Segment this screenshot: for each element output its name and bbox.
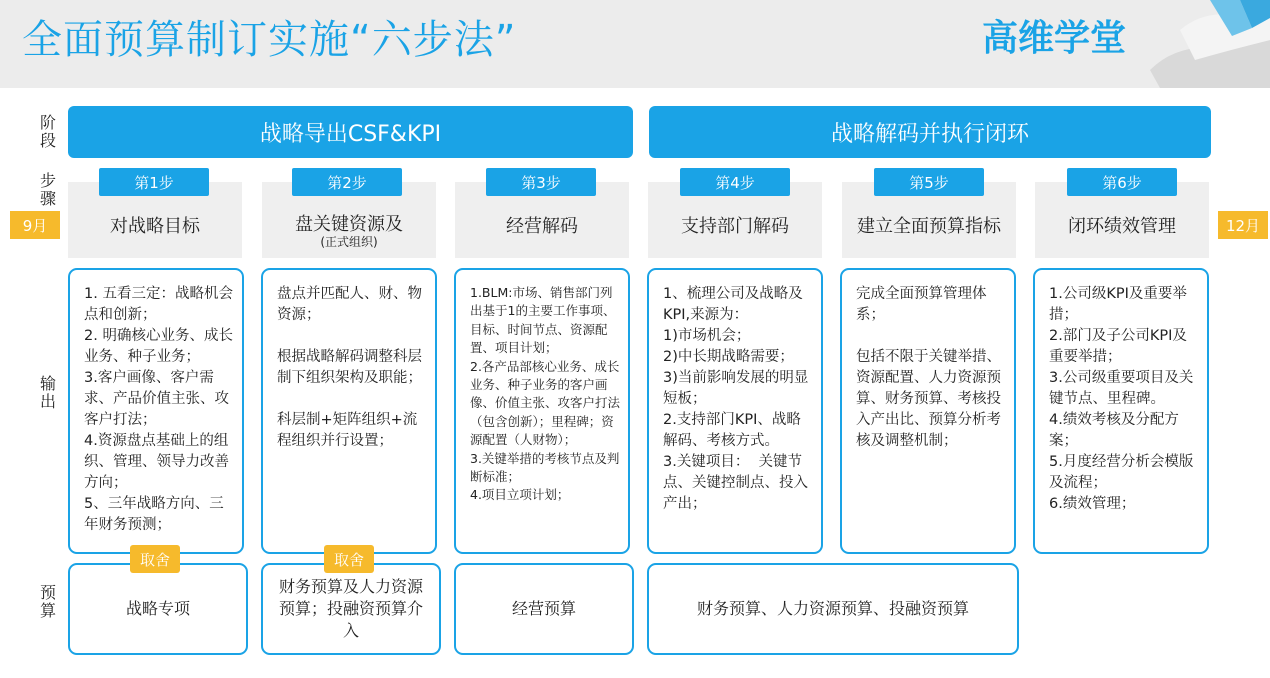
budget-text: 财务预算及人力资源预算；投融资预算介入 bbox=[279, 577, 424, 640]
output-text: 盘点并匹配人、财、物资源； 根据战略解码调整科层制下组织架构及职能； 科层制+矩阵组织+流程组织并行设置； bbox=[277, 286, 422, 449]
header-bar bbox=[0, 0, 1270, 88]
phase-banner-strategy: 战略导出CSF&KPI bbox=[68, 106, 633, 158]
step-tag-1: 第1步 bbox=[99, 168, 209, 196]
output-text: 1.公司级KPI及重要举措； 2.部门及子公司KPI及重要举措； 3.公司级重要项目及关键节点、里程碑。 4.绩效考核及分配方案； 5.月度经营分析会模版及流程； 6.绩效管理； bbox=[1049, 286, 1194, 512]
budget-box-1 bbox=[68, 563, 248, 655]
output-box-5 bbox=[840, 268, 1016, 554]
step-tag-6: 第6步 bbox=[1067, 168, 1177, 196]
budget-box-2 bbox=[261, 563, 441, 655]
step-name: 经营解码 bbox=[506, 216, 578, 237]
output-box-3 bbox=[454, 268, 630, 554]
tradeoff-badge: 取舍 bbox=[324, 545, 374, 573]
output-box-4 bbox=[647, 268, 823, 554]
output-box-2 bbox=[261, 268, 437, 554]
output-text: 1、梳理公司及战略及KPI,来源为： 1)市场机会； 2)中长期战略需要； 3)当前影响发展的明显短板； 2.支持部门KPI、战略解码、考核方式。 3.关键项目： 关键节点、关键控制点、投入产出； bbox=[663, 286, 809, 512]
row-label-steps: 步骤 bbox=[39, 171, 56, 208]
row-label-output: 输出 bbox=[39, 374, 56, 411]
brand-logo: 高维学堂 bbox=[982, 18, 1127, 59]
row-label-budget: 预算 bbox=[39, 583, 56, 620]
step-tag-2: 第2步 bbox=[292, 168, 402, 196]
budget-box-3 bbox=[454, 563, 634, 655]
budget-text: 战略专项 bbox=[125, 599, 190, 618]
step-name: 建立全面预算指标 bbox=[857, 216, 1001, 237]
step-name: 对战略目标 bbox=[110, 216, 200, 237]
output-text: 1.BLM:市场、销售部门列出基于1的主要工作事项、目标、时间节点、资源配置、项目计划； 2.各产品部核心业务、成长业务、种子业务的客户画像、价值主张、攻客户打法（包含创新）；里程碑；资源配置（人财物）； 3.关键举措的考核节点及判断标准； 4.项目立项计划； bbox=[470, 285, 621, 503]
phase-banner-execution: 战略解码并执行闭环 bbox=[649, 106, 1211, 158]
budget-text: 财务预算、人力资源预算、投融资预算 bbox=[696, 599, 969, 618]
row-label-stage: 阶段 bbox=[39, 113, 56, 150]
step-tag-4: 第4步 bbox=[680, 168, 790, 196]
output-text: 1. 五看三定：战略机会点和创新； 2. 明确核心业务、成长业务、种子业务； 3.客户画像、客户需求、产品价值主张、攻客户打法； 4.资源盘点基础上的组织、管理、领导力改善方向； 5、三年战略方向、三年财务预测； bbox=[84, 286, 233, 533]
step-tag-3: 第3步 bbox=[486, 168, 596, 196]
budget-text: 经营预算 bbox=[511, 599, 576, 618]
month-end-badge: 12月 bbox=[1218, 211, 1268, 239]
step-subtitle: (正式组织) bbox=[320, 235, 378, 249]
tradeoff-badge: 取舍 bbox=[130, 545, 180, 573]
page-title: 全面预算制订实施“六步法” bbox=[22, 17, 517, 63]
output-box-6 bbox=[1033, 268, 1209, 554]
step-name: 盘关键资源及 bbox=[295, 214, 403, 235]
month-start-badge: 9月 bbox=[10, 211, 60, 239]
step-name: 闭环绩效管理 bbox=[1068, 216, 1176, 237]
output-box-1 bbox=[68, 268, 244, 554]
mascot-illustration bbox=[1140, 0, 1270, 88]
step-name: 支持部门解码 bbox=[681, 216, 789, 237]
budget-box-4 bbox=[647, 563, 1019, 655]
step-tag-5: 第5步 bbox=[874, 168, 984, 196]
output-text: 完成全面预算管理体系； 包括不限于关键举措、资源配置、人力资源预算、财务预算、考核投入产出比、预算分析考核及调整机制； bbox=[856, 286, 1001, 449]
